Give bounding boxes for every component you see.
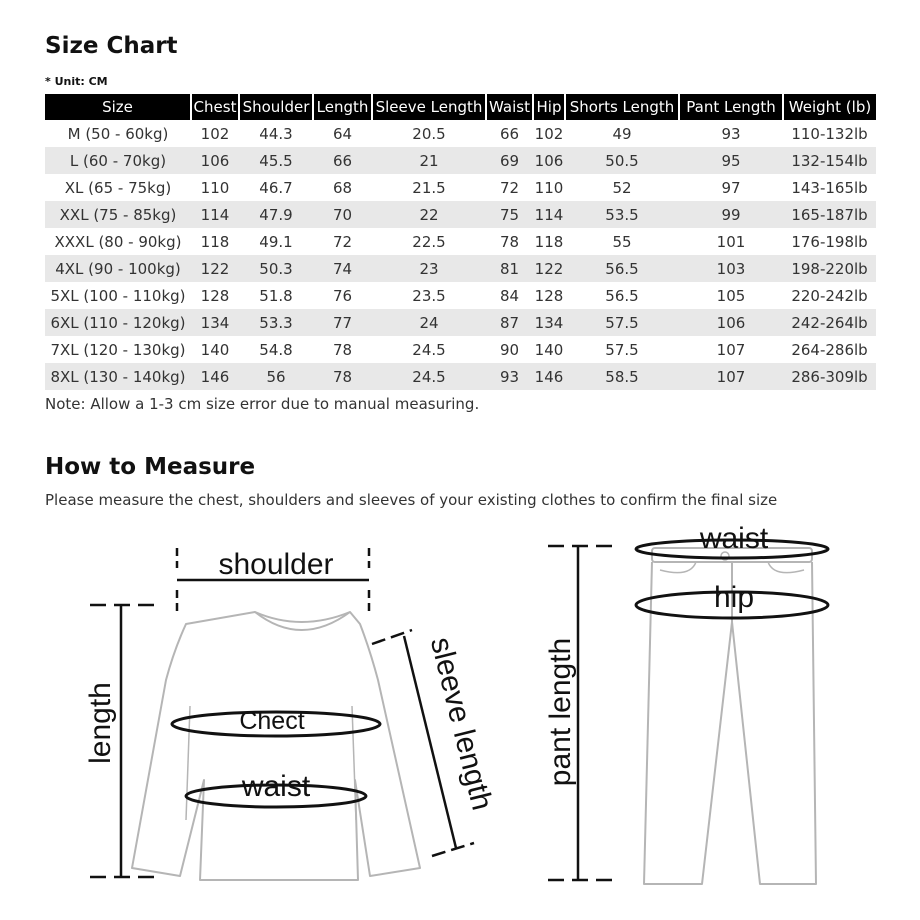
table-cell: 93 — [721, 124, 741, 143]
table-cell: 57.5 — [565, 309, 679, 336]
table-cell: 84 — [499, 286, 520, 305]
table-cell: 46.7 — [259, 178, 293, 197]
table-cell: 106 — [679, 309, 783, 336]
table-cell: 134 — [191, 309, 239, 336]
table-cell: 110 — [534, 178, 564, 197]
column-header: Size — [45, 94, 191, 120]
chest-label: Chect — [239, 707, 305, 735]
table-cell: 81 — [486, 255, 533, 282]
table-cell: 44.3 — [259, 124, 293, 143]
table-cell: 286-309lb — [783, 363, 876, 390]
unit-label: * Unit: CM — [45, 75, 108, 88]
pant-length-label: pant length — [544, 637, 577, 787]
table-cell: 165-187lb — [783, 201, 876, 228]
table-cell: 122 — [533, 255, 565, 282]
table-cell: 78 — [332, 340, 353, 359]
column-header: Pant Length — [679, 94, 783, 120]
table-cell: 21.5 — [412, 178, 446, 197]
table-cell: 118 — [534, 232, 564, 251]
table-cell: 66 — [499, 124, 520, 143]
table-cell: 54.8 — [259, 340, 293, 359]
table-cell: 23 — [372, 255, 486, 282]
table-cell: 97 — [721, 178, 741, 197]
table-cell: 72 — [332, 232, 353, 251]
table-cell: 78 — [313, 363, 372, 390]
table-cell: 49 — [612, 124, 632, 143]
table-cell: 56.5 — [605, 286, 639, 305]
table-cell: 105 — [716, 286, 746, 305]
table-cell: M (50 - 60kg) — [67, 124, 169, 143]
table-cell: 52 — [612, 178, 632, 197]
table-cell: 57.5 — [605, 340, 639, 359]
table-cell: 72 — [499, 178, 520, 197]
table-cell: 4XL (90 - 100kg) — [45, 255, 191, 282]
table-cell: 99 — [679, 201, 783, 228]
table-cell: 68 — [332, 178, 353, 197]
table-cell: 128 — [200, 286, 230, 305]
table-cell: 22 — [372, 201, 486, 228]
table-cell: 114 — [191, 201, 239, 228]
table-cell: 87 — [486, 309, 533, 336]
table-cell: 75 — [486, 201, 533, 228]
table-cell: 143-165lb — [791, 178, 868, 197]
table-cell: 140 — [534, 340, 564, 359]
table-cell: 101 — [716, 232, 746, 251]
column-header: Waist — [486, 94, 533, 120]
table-cell: 90 — [499, 340, 520, 359]
table-cell: 5XL (100 - 110kg) — [50, 286, 186, 305]
measure-note: Note: Allow a 1-3 cm size error due to manual measuring. — [45, 395, 480, 413]
table-cell: 24.5 — [372, 363, 486, 390]
table-cell: 74 — [313, 255, 372, 282]
table-cell: 23.5 — [412, 286, 446, 305]
table-cell: 58.5 — [565, 363, 679, 390]
table-cell: 50.3 — [239, 255, 313, 282]
table-cell: 176-198lb — [791, 232, 868, 251]
table-cell: 47.9 — [239, 201, 313, 228]
table-cell: 70 — [313, 201, 372, 228]
table-cell: 77 — [313, 309, 372, 336]
table-cell: 55 — [612, 232, 632, 251]
shoulder-label: shoulder — [218, 548, 334, 581]
table-cell: 146 — [191, 363, 239, 390]
table-cell: 106 — [191, 147, 239, 174]
table-cell: 220-242lb — [791, 286, 868, 305]
table-cell: 134 — [533, 309, 565, 336]
table-cell: 93 — [486, 363, 533, 390]
table-cell: 78 — [499, 232, 520, 251]
table-cell: 107 — [679, 363, 783, 390]
table-cell: 198-220lb — [783, 255, 876, 282]
table-cell: 7XL (120 - 130kg) — [50, 340, 186, 359]
how-to-measure-subtitle: Please measure the chest, shoulders and sleeves of your existing clothes to confirm the final size — [45, 491, 778, 509]
table-cell: XXL (75 - 85kg) — [45, 201, 191, 228]
table-cell: 56 — [239, 363, 313, 390]
column-header: Chest — [191, 94, 239, 120]
column-header: Shorts Length — [565, 94, 679, 120]
table-cell: 24 — [372, 309, 486, 336]
length-label: length — [84, 682, 117, 764]
how-to-measure-title: How to Measure — [45, 454, 256, 480]
table-cell: 53.5 — [565, 201, 679, 228]
column-header: Sleeve Length — [372, 94, 486, 120]
table-cell: 21 — [372, 147, 486, 174]
column-header: Length — [313, 94, 372, 120]
table-cell: 45.5 — [239, 147, 313, 174]
size-chart-title: Size Chart — [45, 33, 178, 59]
table-cell: 264-286lb — [791, 340, 868, 359]
table-cell: 114 — [533, 201, 565, 228]
table-cell: 49.1 — [259, 232, 293, 251]
table-cell: 110-132lb — [791, 124, 868, 143]
column-header: Weight (lb) — [783, 94, 876, 120]
table-cell: 24.5 — [412, 340, 446, 359]
table-cell: 6XL (110 - 120kg) — [45, 309, 191, 336]
table-cell: 50.5 — [565, 147, 679, 174]
column-header: Hip — [533, 94, 565, 120]
table-cell: 146 — [533, 363, 565, 390]
table-cell: 140 — [200, 340, 230, 359]
table-cell: 242-264lb — [783, 309, 876, 336]
table-cell: 128 — [534, 286, 564, 305]
table-cell: 53.3 — [239, 309, 313, 336]
table-cell: 110 — [200, 178, 230, 197]
table-cell: 102 — [200, 124, 230, 143]
shirt-waist-label: waist — [241, 770, 311, 803]
long-sleeve-shirt-illustration — [132, 612, 420, 880]
table-cell: 69 — [486, 147, 533, 174]
table-cell: 103 — [679, 255, 783, 282]
table-cell: L (60 - 70kg) — [45, 147, 191, 174]
table-cell: 66 — [313, 147, 372, 174]
column-header: Shoulder — [239, 94, 313, 120]
table-cell: 118 — [200, 232, 230, 251]
sleeve-length-label: sleeve length — [423, 633, 499, 814]
table-cell: 107 — [716, 340, 746, 359]
table-cell: 122 — [191, 255, 239, 282]
table-cell: 8XL (130 - 140kg) — [45, 363, 191, 390]
table-cell: 22.5 — [412, 232, 446, 251]
table-cell: 132-154lb — [783, 147, 876, 174]
table-cell: 51.8 — [259, 286, 293, 305]
table-cell: 64 — [332, 124, 353, 143]
pants-waist-label: waist — [699, 522, 769, 555]
table-cell: XXXL (80 - 90kg) — [54, 232, 182, 251]
table-cell: 95 — [679, 147, 783, 174]
hip-label: hip — [713, 581, 755, 614]
table-cell: XL (65 - 75kg) — [64, 178, 172, 197]
table-cell: 20.5 — [412, 124, 446, 143]
table-cell: 102 — [534, 124, 564, 143]
table-cell: 106 — [533, 147, 565, 174]
table-cell: 56.5 — [565, 255, 679, 282]
table-cell: 76 — [332, 286, 353, 305]
